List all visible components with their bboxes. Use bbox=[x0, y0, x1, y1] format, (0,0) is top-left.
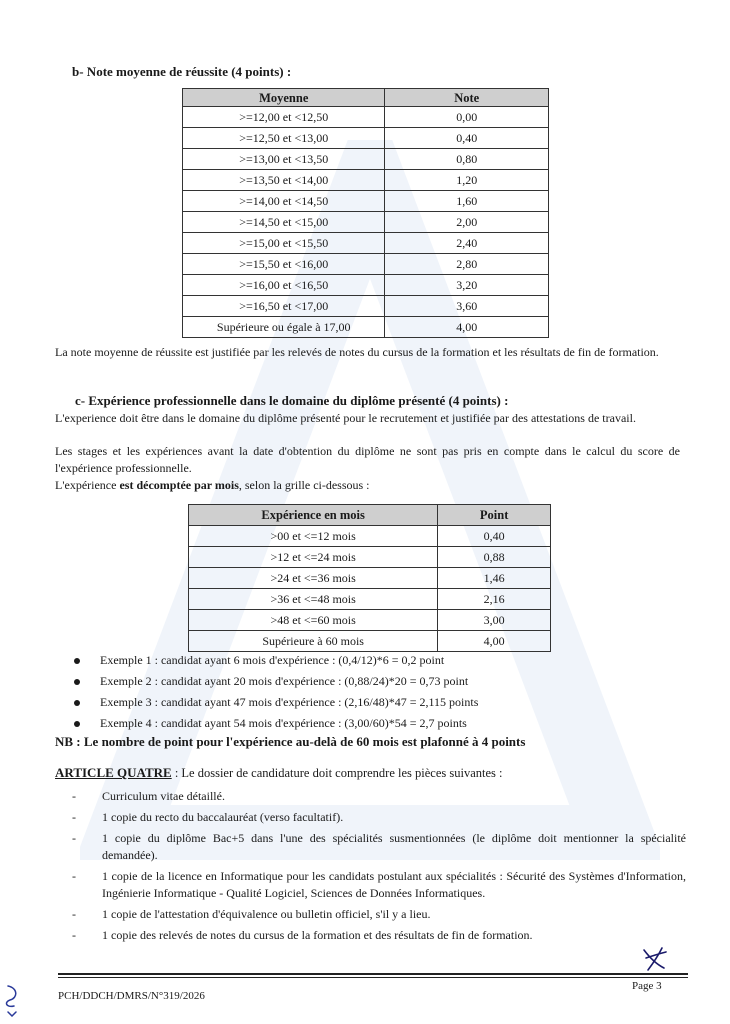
document-text: 1 copie de la licence en Informatique pour les candidats postulant aux spécialités : Sécurité des Systèmes d'Information, Ingénierie Informatique - Qualité Logiciel, Sciences de Données Informatiques. bbox=[102, 869, 686, 900]
value-cell: 3,00 bbox=[438, 610, 551, 631]
value-cell: 2,40 bbox=[385, 233, 549, 254]
table-row bbox=[183, 128, 549, 149]
example-text: Exemple 2 : candidat ayant 20 mois d'expérience : (0,88/24)*20 = 0,73 point bbox=[100, 674, 469, 688]
example-item bbox=[74, 671, 634, 692]
table-row bbox=[183, 254, 549, 275]
value-cell: 1,60 bbox=[385, 191, 549, 212]
section-b-title: b- Note moyenne de réussite (4 points) : bbox=[72, 64, 292, 79]
bullet-icon bbox=[74, 721, 80, 727]
bullet-icon bbox=[74, 700, 80, 706]
range-cell: >=12,50 et <13,00 bbox=[183, 128, 385, 149]
document-text: 1 copie des relevés de notes du cursus de la formation et des résultats de fin de formation. bbox=[102, 928, 533, 942]
document-item bbox=[60, 788, 686, 805]
section-c-paragraph-1: L'experience doit être dans le domaine du diplôme présenté pour le recrutement et justifiée par des attestations de travail. bbox=[55, 411, 636, 425]
article-quatre-heading bbox=[55, 765, 502, 781]
page-number: Page 3 bbox=[632, 980, 662, 992]
column-header-point: Point bbox=[438, 505, 551, 526]
range-cell: >00 et <=12 mois bbox=[189, 526, 438, 547]
table-row bbox=[189, 547, 551, 568]
signature-mark bbox=[640, 944, 668, 972]
table-row bbox=[183, 149, 549, 170]
margin-scribble-mark bbox=[2, 982, 24, 1018]
value-cell: 1,46 bbox=[438, 568, 551, 589]
range-cell: >=13,00 et <13,50 bbox=[183, 149, 385, 170]
dash-bullet-icon: - bbox=[72, 928, 76, 942]
value-cell: 0,88 bbox=[438, 547, 551, 568]
range-cell: >12 et <=24 mois bbox=[189, 547, 438, 568]
section-c-paragraph-3 bbox=[55, 477, 680, 494]
range-cell: Supérieure à 60 mois bbox=[189, 631, 438, 652]
value-cell: 2,80 bbox=[385, 254, 549, 275]
moyenne-table bbox=[182, 88, 549, 338]
example-text: Exemple 4 : candidat ayant 54 mois d'expérience : (3,00/60)*54 = 2,7 points bbox=[100, 716, 467, 730]
column-header-note: Note bbox=[385, 89, 549, 107]
column-header-experience: Expérience en mois bbox=[189, 505, 438, 526]
table-row bbox=[183, 212, 549, 233]
dash-bullet-icon: - bbox=[72, 789, 76, 803]
table-row bbox=[183, 170, 549, 191]
document-item bbox=[60, 809, 686, 826]
table-row bbox=[189, 631, 551, 652]
range-cell: >=15,50 et <16,00 bbox=[183, 254, 385, 275]
article-intro: : Le dossier de candidature doit comprendre les pièces suivantes : bbox=[171, 766, 503, 780]
dash-bullet-icon: - bbox=[72, 907, 76, 921]
range-cell: >=16,00 et <16,50 bbox=[183, 275, 385, 296]
bullet-icon bbox=[74, 658, 80, 664]
value-cell: 3,20 bbox=[385, 275, 549, 296]
value-cell: 0,80 bbox=[385, 149, 549, 170]
range-cell: >=14,00 et <14,50 bbox=[183, 191, 385, 212]
section-c-paragraph-2: Les stages et les expériences avant la date d'obtention du diplôme ne sont pas pris en compte dans le calcul du score de l'expérience professionnelle. bbox=[55, 444, 680, 475]
document-item bbox=[60, 868, 686, 902]
dash-bullet-icon: - bbox=[72, 831, 76, 845]
table-row bbox=[183, 107, 549, 128]
paragraph-3-bold: est décomptée par mois bbox=[119, 478, 239, 492]
section-b-note: La note moyenne de réussite est justifiée par les relevés de notes du cursus de la formation et les résultats de fin de formation. bbox=[55, 345, 659, 359]
example-item bbox=[74, 650, 634, 671]
table-header-row bbox=[189, 505, 551, 526]
table-row bbox=[189, 610, 551, 631]
range-cell: >36 et <=48 mois bbox=[189, 589, 438, 610]
footer-rule-thin bbox=[58, 977, 688, 978]
example-text: Exemple 3 : candidat ayant 47 mois d'expérience : (2,16/48)*47 = 2,115 points bbox=[100, 695, 479, 709]
paragraph-3-end: , selon la grille ci-dessous : bbox=[238, 478, 370, 492]
required-documents-list bbox=[60, 788, 686, 948]
table-row bbox=[183, 233, 549, 254]
value-cell: 2,00 bbox=[385, 212, 549, 233]
table-row bbox=[189, 568, 551, 589]
value-cell: 1,20 bbox=[385, 170, 549, 191]
table-row bbox=[183, 275, 549, 296]
range-cell: >=15,00 et <15,50 bbox=[183, 233, 385, 254]
bullet-icon bbox=[74, 679, 80, 685]
document-text: 1 copie du diplôme Bac+5 dans l'une des spécialités susmentionnées (le diplôme doit mentionner la spécialité demandée). bbox=[102, 831, 686, 862]
table-row bbox=[183, 317, 549, 338]
example-item bbox=[74, 692, 634, 713]
document-text: Curriculum vitae détaillé. bbox=[102, 789, 225, 803]
value-cell: 4,00 bbox=[438, 631, 551, 652]
range-cell: >=16,50 et <17,00 bbox=[183, 296, 385, 317]
document-text: 1 copie du recto du baccalauréat (verso facultatif). bbox=[102, 810, 344, 824]
value-cell: 3,60 bbox=[385, 296, 549, 317]
table-header-row bbox=[183, 89, 549, 107]
example-item bbox=[74, 713, 634, 734]
footer-reference: PCH/DDCH/DMRS/N°319/2026 bbox=[58, 990, 205, 1002]
value-cell: 0,00 bbox=[385, 107, 549, 128]
section-c-title: c- Expérience professionnelle dans le domaine du diplôme présenté (4 points) : bbox=[75, 393, 509, 408]
range-cell: >=14,50 et <15,00 bbox=[183, 212, 385, 233]
document-text: 1 copie de l'attestation d'équivalence ou bulletin officiel, s'il y a lieu. bbox=[102, 907, 431, 921]
table-row bbox=[189, 589, 551, 610]
paragraph-3-start: L'expérience bbox=[55, 478, 120, 492]
column-header-moyenne: Moyenne bbox=[183, 89, 385, 107]
table-row bbox=[183, 296, 549, 317]
document-item bbox=[60, 830, 686, 864]
table-row bbox=[183, 191, 549, 212]
dash-bullet-icon: - bbox=[72, 810, 76, 824]
example-text: Exemple 1 : candidat ayant 6 mois d'expérience : (0,4/12)*6 = 0,2 point bbox=[100, 653, 445, 667]
footer-rule bbox=[58, 973, 688, 975]
table-row bbox=[189, 526, 551, 547]
document-item bbox=[60, 927, 686, 944]
range-cell: >24 et <=36 mois bbox=[189, 568, 438, 589]
nb-note: NB : Le nombre de point pour l'expérience au-delà de 60 mois est plafonné à 4 points bbox=[55, 734, 526, 749]
document-item bbox=[60, 906, 686, 923]
range-cell: >=13,50 et <14,00 bbox=[183, 170, 385, 191]
range-cell: >48 et <=60 mois bbox=[189, 610, 438, 631]
value-cell: 0,40 bbox=[385, 128, 549, 149]
range-cell: Supérieure ou égale à 17,00 bbox=[183, 317, 385, 338]
value-cell: 0,40 bbox=[438, 526, 551, 547]
range-cell: >=12,00 et <12,50 bbox=[183, 107, 385, 128]
value-cell: 2,16 bbox=[438, 589, 551, 610]
dash-bullet-icon: - bbox=[72, 869, 76, 883]
article-label: ARTICLE QUATRE bbox=[55, 765, 172, 780]
value-cell: 4,00 bbox=[385, 317, 549, 338]
experience-table bbox=[188, 504, 551, 652]
examples-list bbox=[74, 650, 634, 734]
